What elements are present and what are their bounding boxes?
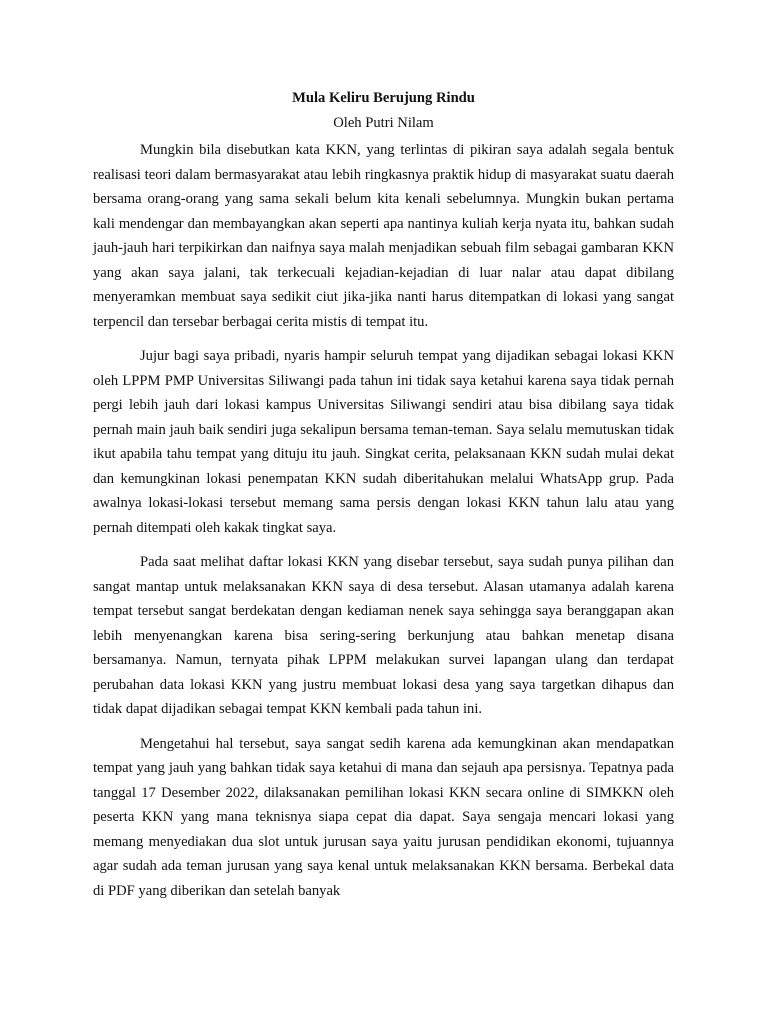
document-body (93, 86, 674, 913)
document-author: Oleh Putri Nilam (333, 114, 434, 131)
paragraph-2: Jujur bagi saya pribadi, nyaris hampir seluruh tempat yang dijadikan sebagai lokasi KKN oleh LPPM PMP Universitas Siliwangi pada tahun ini tidak saya ketahui karena saya tidak pernah pergi lebih jauh dari lokasi kampus Universitas Siliwangi sendiri atau bisa dibilang saya tidak pernah main jauh baik sendiri juga sekalipun bersama teman-teman. Saya selalu memutuskan tidak ikut apabila tahu tempat yang dituju itu jauh. Singkat cerita, pelaksanaan KKN sudah mulai dekat dan kemungkinan lokasi penempatan KKN sudah diberitahukan melalui WhatsApp grup. Pada awalnya lokasi-lokasi tersebut memang sama persis dengan lokasi KKN tahun lalu atau yang pernah ditempati oleh kakak tingkat saya. (93, 348, 674, 536)
paragraph-3: Pada saat melihat daftar lokasi KKN yang disebar tersebut, saya sudah punya pilihan dan sangat mantap untuk melaksanakan KKN saya di desa tersebut. Alasan utamanya adalah karena tempat tersebut sangat berdekatan dengan kediaman nenek saya sehingga saya beranggapan akan lebih menyenangkan karena bisa sering-sering berkunjung atau bahkan menetap disana bersamanya. Namun, ternyata pihak LPPM melakukan survei lapangan ulang dan terdapat perubahan data lokasi KKN yang justru membuat lokasi desa yang saya targetkan dihapus dan tidak dapat dijadikan sebagai tempat KKN kembali pada tahun ini. (93, 554, 674, 717)
document-title: Mula Keliru Berujung Rindu (292, 90, 475, 106)
paragraph-4: Mengetahui hal tersebut, saya sangat sedih karena ada kemungkinan akan mendapatkan tempat yang jauh yang bahkan tidak saya ketahui di mana dan sejauh apa persisnya. Tepatnya pada tanggal 17 Desember 2022, dilaksanakan pemilihan lokasi KKN secara online di SIMKKN oleh peserta KKN yang mana teknisnya siapa cepat dia dapat. Saya sengaja mencari lokasi yang memang menyediakan dua slot untuk jurusan saya yaitu jurusan pendidikan ekonomi, tujuannya agar sudah ada teman jurusan yang saya kenal untuk melaksanakan KKN bersama. Berbekal data di PDF yang diberikan dan setelah banyak (93, 735, 674, 899)
paragraph-1: Mungkin bila disebutkan kata KKN, yang terlintas di pikiran saya adalah segala bentuk realisasi teori dalam bermasyarakat atau lebih ringkasnya praktik hidup di masyarakat suatu daerah bersama orang-orang yang sama sekali belum kita kenali sebelumnya. Mungkin bukan pertama kali mendengar dan membayangkan akan seperti apa nantinya kuliah kerja nyata itu, bahkan sudah jauh-jauh hari terpikirkan dan naifnya saya malah menjadikan sebuah film sebagai gambaran KKN yang akan saya jalani, tak terkecuali kejadian-kejadian di luar nalar atau dapat dibilang menyeramkan membuat saya sedikit ciut jika-jika nanti harus ditempatkan di lokasi yang sangat terpencil dan tersebar berbagai cerita mistis di tempat itu. (93, 142, 674, 330)
